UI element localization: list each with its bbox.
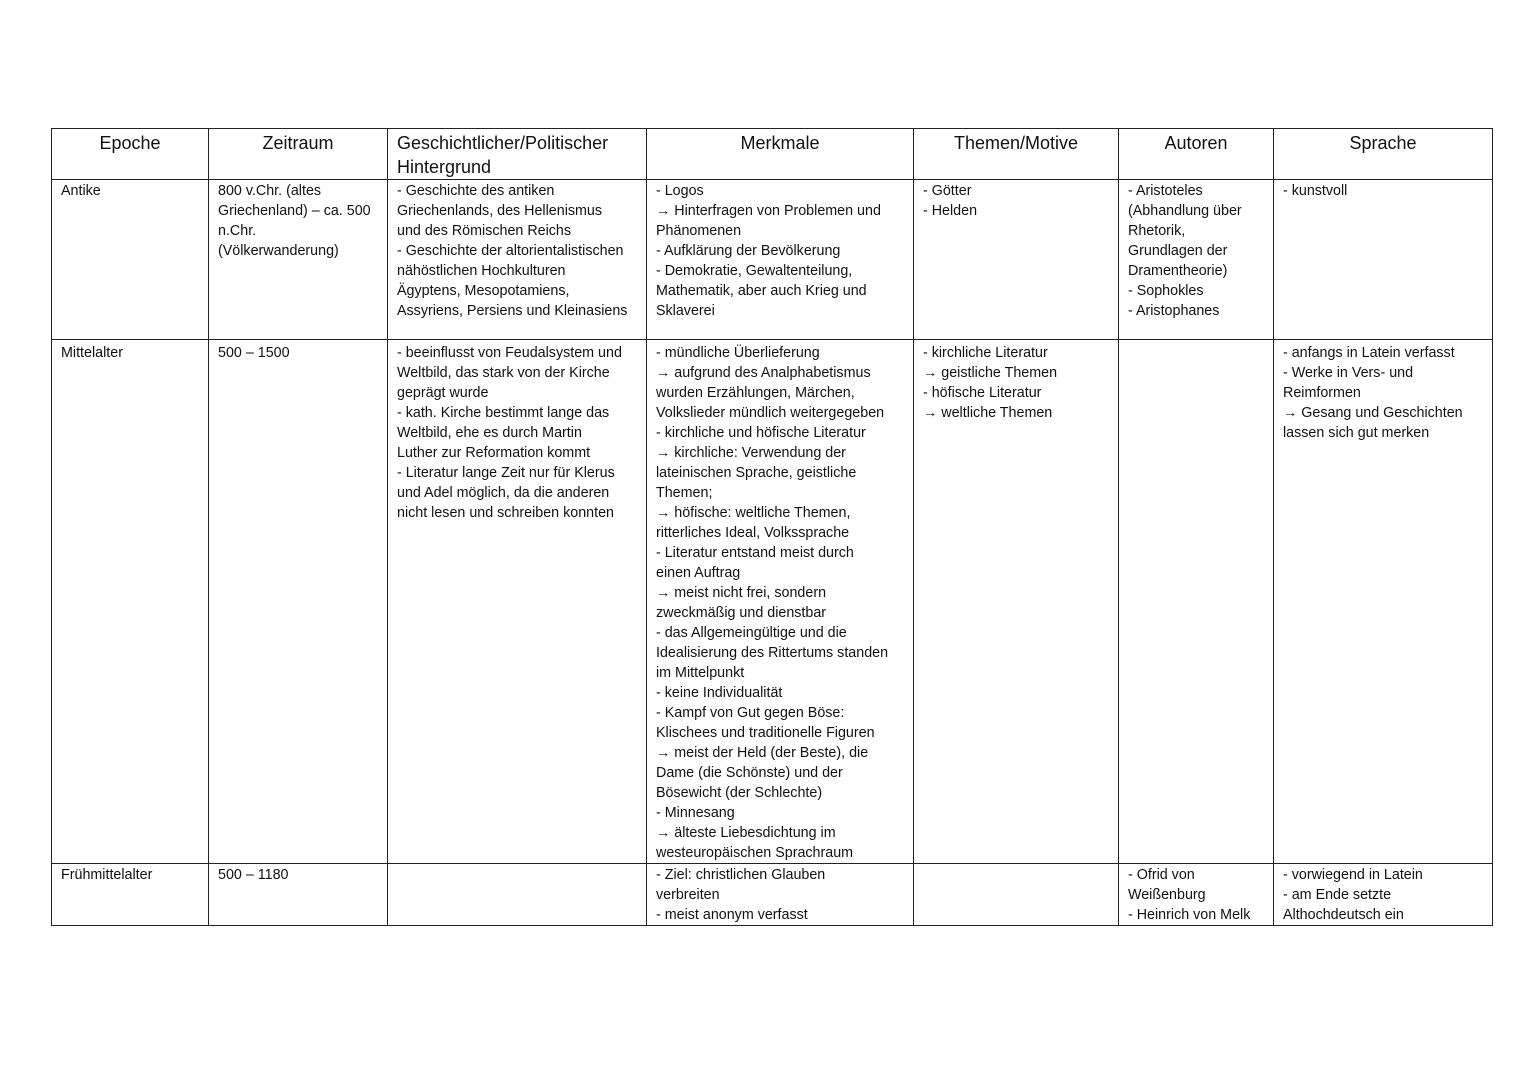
cell-line: - Literatur lange Zeit nur für Klerus (397, 465, 615, 481)
cell-line: 800 v.Chr. (altes (218, 183, 322, 199)
cell-line: Griechenlands, des Hellenismus (397, 203, 603, 219)
header-epoche: Epoche (52, 129, 209, 180)
cell-line: - anfangs in Latein verfasst (1283, 345, 1455, 361)
cell-line: → aufgrund des Analphabetismus (656, 365, 871, 381)
cell-sprache (1274, 864, 1493, 926)
cell-epoche: Mittelalter (52, 340, 209, 864)
cell-line: Mathematik, aber auch Krieg und (656, 283, 867, 299)
cell-line: - Logos (656, 183, 704, 199)
cell-line: (Abhandlung über (1128, 203, 1242, 219)
cell-line: und des Römischen Reichs (397, 223, 572, 239)
header-merkmale: Merkmale (647, 129, 914, 180)
cell-hintergrund (388, 864, 647, 926)
cell-line: - Heinrich von Melk (1128, 907, 1251, 923)
cell-line: nicht lesen und schreiben konnten (397, 505, 614, 521)
cell-line: → meist nicht frei, sondern (656, 585, 827, 601)
cell-line: Themen; (656, 485, 713, 501)
cell-line: → meist der Held (der Beste), die (656, 745, 869, 761)
cell-line: - kath. Kirche bestimmt lange das (397, 405, 610, 421)
cell-line: Weißenburg (1128, 887, 1206, 903)
cell-line: Luther zur Reformation kommt (397, 445, 591, 461)
cell-merkmale (647, 864, 914, 926)
cell-line: Sklaverei (656, 303, 715, 319)
cell-themen (914, 340, 1119, 864)
cell-zeitraum (209, 340, 388, 864)
cell-merkmale (647, 340, 914, 864)
cell-line: → höfische: weltliche Themen, (656, 505, 851, 521)
cell-merkmale (647, 180, 914, 340)
cell-line: und Adel möglich, da die anderen (397, 485, 610, 501)
cell-zeitraum (209, 864, 388, 926)
cell-line: verbreiten (656, 887, 720, 903)
cell-epoche: Frühmittelalter (52, 864, 209, 926)
cell-line: wurden Erzählungen, Märchen, (656, 385, 855, 401)
cell-line: - Literatur entstand meist durch (656, 545, 854, 561)
cell-line: - Werke in Vers- und (1283, 365, 1414, 381)
cell-zeitraum (209, 180, 388, 340)
cell-line: westeuropäischen Sprachraum (656, 845, 854, 861)
cell-line: - kunstvoll (1283, 183, 1348, 199)
cell-line: Phänomenen (656, 223, 742, 239)
cell-line: Ägyptens, Mesopotamiens, (397, 283, 570, 299)
cell-line: → kirchliche: Verwendung der (656, 445, 846, 461)
cell-line: - Aristoteles (1128, 183, 1203, 199)
cell-line: - Helden (923, 203, 978, 219)
header-sprache: Sprache (1274, 129, 1493, 180)
cell-line: im Mittelpunkt (656, 665, 745, 681)
cell-line: - vorwiegend in Latein (1283, 867, 1423, 883)
cell-line: - das Allgemeingültige und die (656, 625, 847, 641)
cell-line: - Demokratie, Gewaltenteilung, (656, 263, 853, 279)
cell-line: Weltbild, ehe es durch Martin (397, 425, 582, 441)
cell-line: Klischees und traditionelle Figuren (656, 725, 875, 741)
cell-line: - Geschichte des antiken (397, 183, 555, 199)
cell-line: - Götter (923, 183, 972, 199)
cell-line: - Kampf von Gut gegen Böse: (656, 705, 845, 721)
cell-line: nähöstlichen Hochkulturen (397, 263, 566, 279)
cell-line: Reimformen (1283, 385, 1361, 401)
cell-themen (914, 864, 1119, 926)
cell-line: → älteste Liebesdichtung im (656, 825, 836, 841)
cell-line: → Gesang und Geschichten (1283, 405, 1463, 421)
cell-line: Dame (die Schönste) und der (656, 765, 843, 781)
cell-line: - Sophokles (1128, 283, 1204, 299)
cell-line: lassen sich gut merken (1283, 425, 1430, 441)
cell-autoren (1119, 340, 1274, 864)
cell-line: - beeinflusst von Feudalsystem und (397, 345, 622, 361)
cell-line: - Aufklärung der Bevölkerung (656, 243, 841, 259)
cell-line: → Hinterfragen von Problemen und (656, 203, 881, 219)
table-row-fruehmittelalter (52, 864, 1493, 926)
table-row-antike (52, 180, 1493, 340)
cell-hintergrund (388, 340, 647, 864)
epochs-table (51, 128, 1493, 926)
cell-line: Rhetorik, (1128, 223, 1186, 239)
cell-line: - am Ende setzte (1283, 887, 1392, 903)
header-row (52, 129, 1493, 180)
cell-line: 500 – 1500 (218, 345, 290, 361)
cell-line: - Ofrid von (1128, 867, 1195, 883)
header-hintergrund-line-1: Geschichtlicher/Politischer (397, 133, 609, 153)
cell-line: - höfische Literatur (923, 385, 1042, 401)
cell-line: Idealisierung des Rittertums standen (656, 645, 889, 661)
cell-line: Grundlagen der (1128, 243, 1228, 259)
header-hintergrund-line-2: Hintergrund (397, 157, 492, 177)
cell-line: - keine Individualität (656, 685, 783, 701)
cell-line: - Aristophanes (1128, 303, 1220, 319)
table-row-mittelalter (52, 340, 1493, 864)
cell-line: - kirchliche und höfische Literatur (656, 425, 866, 441)
header-zeitraum: Zeitraum (209, 129, 388, 180)
cell-line: geprägt wurde (397, 385, 489, 401)
header-hintergrund (388, 129, 647, 180)
cell-line: Weltbild, das stark von der Kirche (397, 365, 610, 381)
cell-line: - Geschichte der altorientalistischen (397, 243, 624, 259)
cell-line: n.Chr. (218, 223, 257, 239)
cell-autoren (1119, 864, 1274, 926)
cell-line: ritterliches Ideal, Volkssprache (656, 525, 850, 541)
header-autoren: Autoren (1119, 129, 1274, 180)
cell-line: - Ziel: christlichen Glauben (656, 867, 826, 883)
cell-epoche: Antike (52, 180, 209, 340)
cell-themen (914, 180, 1119, 340)
cell-sprache (1274, 180, 1493, 340)
cell-line: (Völkerwanderung) (218, 243, 339, 259)
cell-line: → geistliche Themen (923, 365, 1058, 381)
cell-line: Volkslieder mündlich weitergegeben (656, 405, 885, 421)
header-themen: Themen/Motive (914, 129, 1119, 180)
cell-line: Assyriens, Persiens und Kleinasiens (397, 303, 628, 319)
cell-line: Bösewicht (der Schlechte) (656, 785, 823, 801)
cell-line: - kirchliche Literatur (923, 345, 1048, 361)
cell-line: - Minnesang (656, 805, 735, 821)
cell-line: Althochdeutsch ein (1283, 907, 1404, 923)
cell-line: zweckmäßig und dienstbar (656, 605, 827, 621)
cell-line: einen Auftrag (656, 565, 741, 581)
cell-line: Griechenland) – ca. 500 (218, 203, 371, 219)
cell-line: → weltliche Themen (923, 405, 1053, 421)
cell-line: - meist anonym verfasst (656, 907, 808, 923)
cell-line: lateinischen Sprache, geistliche (656, 465, 857, 481)
cell-line: 500 – 1180 (218, 867, 289, 883)
cell-hintergrund (388, 180, 647, 340)
cell-sprache (1274, 340, 1493, 864)
cell-line: Dramentheorie) (1128, 263, 1228, 279)
cell-autoren (1119, 180, 1274, 340)
cell-line: - mündliche Überlieferung (656, 345, 820, 361)
